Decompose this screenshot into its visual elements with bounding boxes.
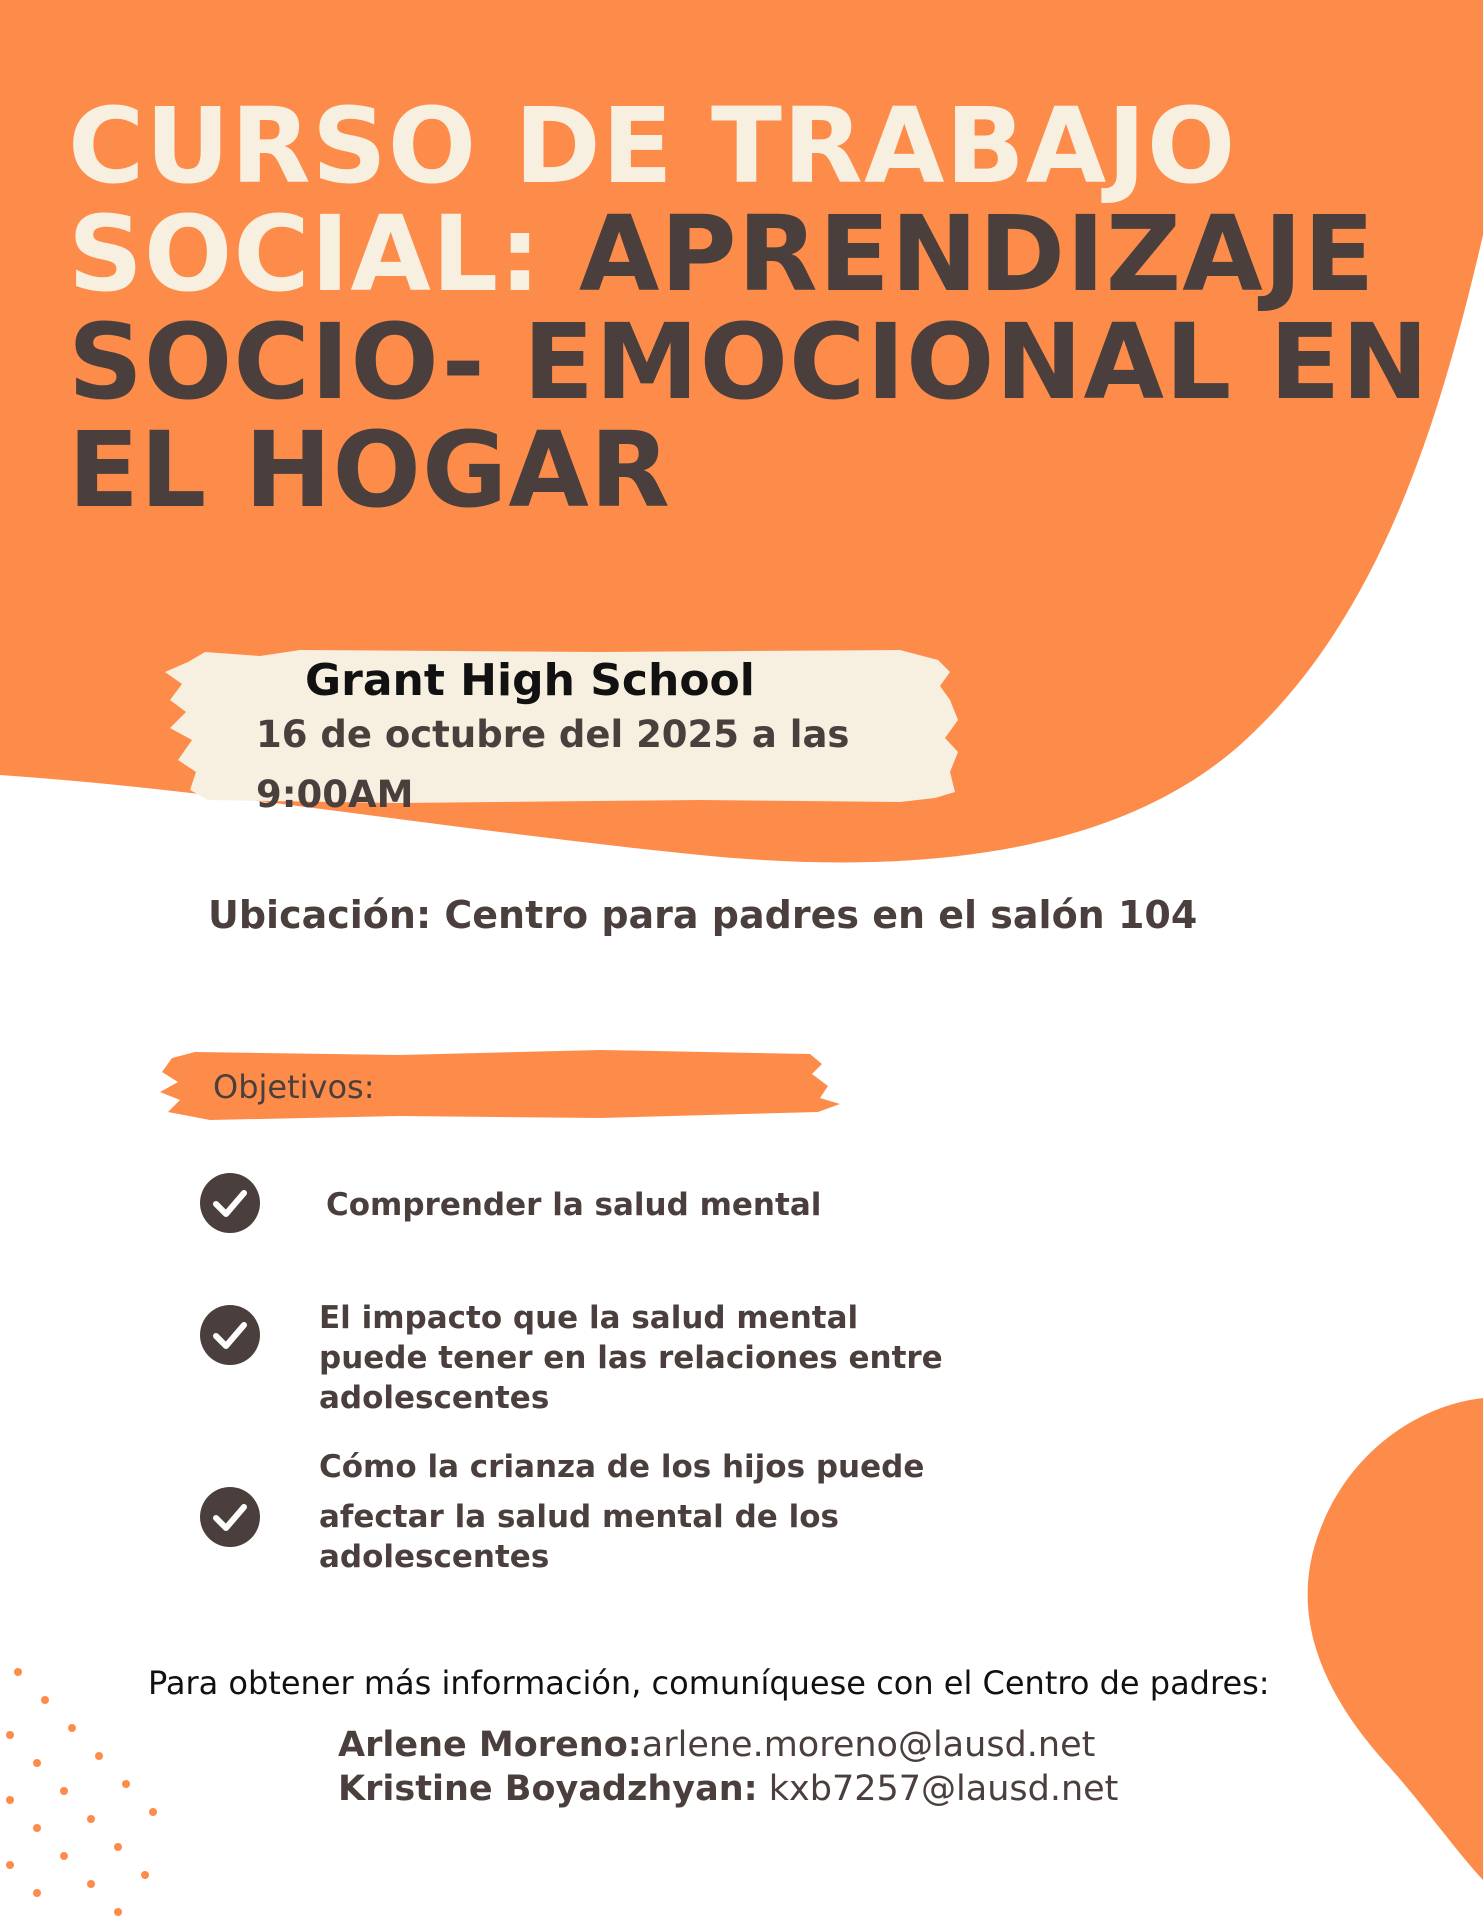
objective-3-line-1: Cómo la crianza de los hijos puede — [319, 1449, 925, 1485]
title-line-4: EL HOGAR — [68, 409, 671, 531]
check-circle-icon — [197, 1302, 263, 1368]
objective-3-line-2: afectar la salud mental de los — [319, 1499, 839, 1535]
school-name: Grant High School — [305, 655, 755, 706]
check-circle-icon — [197, 1170, 263, 1236]
contact-2-email[interactable]: kxb7257@lausd.net — [768, 1769, 1119, 1809]
contact-1-email[interactable]: arlene.moreno@lausd.net — [641, 1725, 1096, 1765]
objective-item-1 — [326, 1185, 821, 1225]
orange-corner-blob — [1308, 1398, 1483, 1880]
title-line-3: SOCIO- EMOCIONAL EN — [68, 301, 1430, 423]
title-line-2-light: SOCIAL: — [68, 193, 542, 315]
event-location: Ubicación: Centro para padres en el salón 104 — [208, 893, 1198, 937]
objective-3-line-3: adolescentes — [319, 1539, 550, 1575]
dot-pattern-decoration — [6, 1668, 157, 1916]
contact-person-2 — [338, 1769, 1118, 1809]
objective-2-line-1: El impacto que la salud mental — [319, 1300, 859, 1336]
title-line-2-dark: APRENDIZAJE — [578, 193, 1376, 315]
contact-intro: Para obtener más información, comuníquese con el Centro de padres: — [148, 1664, 1270, 1702]
objective-item-3 — [319, 1442, 924, 1592]
contact-1-name: Arlene Moreno: — [338, 1725, 642, 1765]
check-circle-icon — [197, 1484, 263, 1550]
contact-person-1 — [338, 1725, 1095, 1765]
objectives-label: Objetivos: — [213, 1068, 375, 1106]
objective-1-line-1: Comprender la salud mental — [326, 1187, 822, 1223]
contact-2-name: Kristine Boyadzhyan: — [338, 1769, 758, 1809]
flyer-title — [68, 85, 1468, 531]
event-date: 16 de octubre del 2025 a las 9:00AM — [256, 713, 850, 816]
objective-2-line-2: puede tener en las relaciones entre — [319, 1340, 943, 1376]
title-line-1: CURSO DE TRABAJO — [68, 85, 1237, 207]
objective-2-line-3: adolescentes — [319, 1380, 550, 1416]
objective-item-2 — [319, 1298, 943, 1418]
